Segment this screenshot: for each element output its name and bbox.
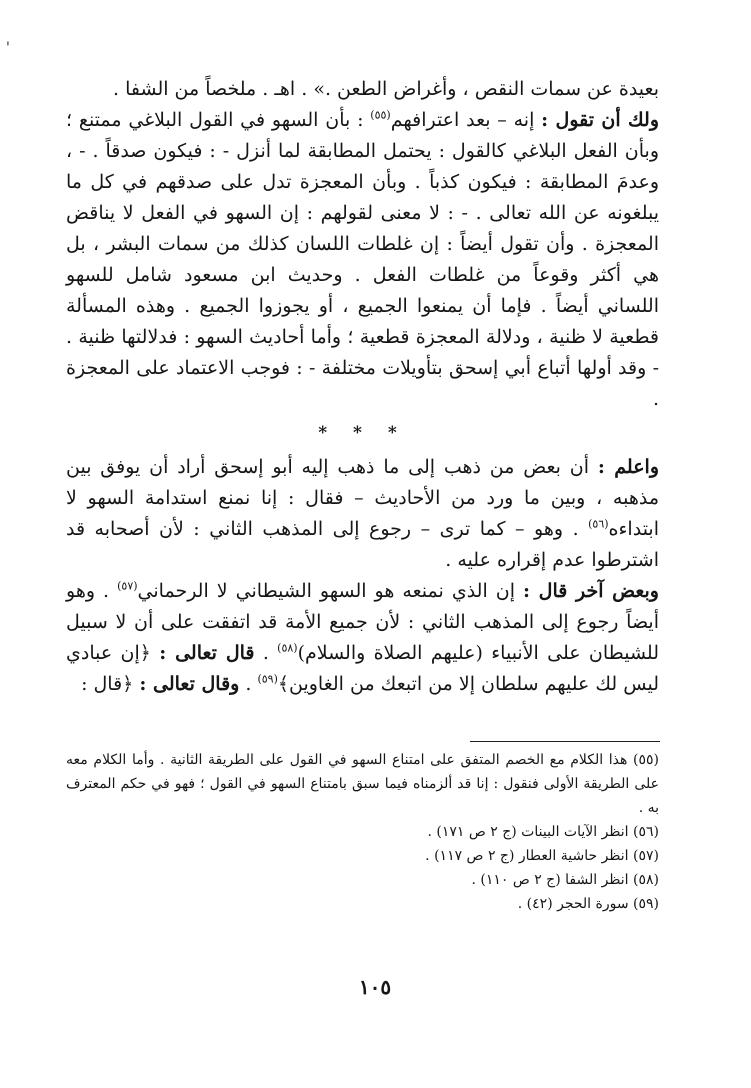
paragraph-4-text-d: ﴿إن عبادي ليس لك عليهم سلطان إلا من اتبعك من الغاوين﴾: [66, 642, 659, 695]
paragraph-2: [66, 105, 659, 415]
paragraph-3-lead: واعلم :: [597, 456, 659, 478]
page-number: ١٠٥: [358, 975, 392, 999]
footnote-ref-58: (٥٨): [277, 641, 298, 655]
footnote-56: (٥٦) انظر الآيات البينات (ج ٢ ص ١٧١) .: [427, 824, 659, 840]
paragraph-4-text-b: . وهو أيضاً رجوع إلى المذهب الثاني : لأن جميع الأمة قد اتفقت على أن لا سبيل للشيطان على الأنبياء (عليهم الصلاة والسلام): [66, 580, 659, 664]
margin-mark: ': [6, 40, 10, 56]
paragraph-4-text-e: .: [239, 673, 258, 695]
paragraph-4-text-a: إن الذي نمنعه هو السهو الشيطاني لا الرحماني: [137, 580, 524, 602]
paragraph-2-lead: ولك أن تقول :: [541, 109, 660, 131]
paragraph-2-text-a: إنه – بعد اعترافهم: [390, 109, 542, 131]
paragraph-1: بعيدة عن سمات النقص ، وأغراض الطعن .» . اهـ . ملخصاً من الشفا .: [113, 78, 659, 100]
paragraph-4-text-f: ﴿قال :: [81, 673, 140, 695]
footnotes: [66, 748, 659, 916]
footnote-divider: [470, 741, 660, 742]
paragraph-4-text-c: .: [254, 642, 278, 664]
footnote-ref-59: (٥٩): [257, 672, 278, 686]
paragraph-4: [66, 576, 659, 700]
paragraph-4-lead-2: قال تعالى :: [159, 642, 255, 664]
paragraph-3: [66, 452, 659, 576]
paragraph-4-lead: وبعض آخر قال :: [523, 580, 659, 602]
footnote-ref-57: (٥٧): [117, 579, 138, 593]
paragraph-2-text-b: : بأن السهو في القول البلاغي ممتنع ؛ وبأن الفعل البلاغي كالقول : يحتمل المطابقة لما أنزل - : فيكون صدقاً . - ، وعدمَ المطابقة : فيكون كذباً . وبأن المعجزة تدل على صدقهم في كل ما يبلغونه عن الله تعالى . - : لا معنى لقولهم : إن السهو في الفعل لا يناقض المعجزة . وأن تقول أيضاً : إن غلطات اللسان كذلك من سمات البشر ، بل هي أكثر وقوعاً من غلطات الفعل . وحديث ابن مسعود شامل للسهو اللساني أيضاً . فإما أن يمنعوا الجميع ، أو يجوزوا الجميع . وهذه المسألة قطعية لا ظنية ، ودلالة المعجزة قطعية ؛ وأما أحاديث السهو : فدلالتها ظنية . - وقد أولها أتباع أبي إسحق بتأويلات مختلفة - : فوجب الاعتماد على المعجزة .: [66, 109, 659, 410]
footnote-ref-56: (٥٦): [588, 517, 609, 531]
footnote-55: (٥٥) هذا الكلام مع الخصم المتفق على امتناع السهو في القول على الطريقة الثانية . وأما الكلام معه على الطريقة الأولى فنقول : إنا قد ألزمناه فيما سبق بامتناع السهو في القول ؛ فهو في حكم المعترف به .: [66, 752, 659, 816]
paragraph-3-text-a: أن بعض من ذهب إلى ما ذهب إليه أبو إسحق أراد أن يوفق بين مذهبه ، وبين ما ورد من الأحاديث – فقال : إنا نمنع استدامة السهو لا ابتداءه: [66, 456, 660, 540]
footnote-59: (٥٩) سورة الحجر (٤٢) .: [517, 896, 659, 912]
footnote-ref-55: (٥٥): [370, 108, 391, 122]
paragraph-3-text-b: . وهو – كما ترى – رجوع إلى المذهب الثاني : لأن أصحابه قد اشترطوا عدم إقراره عليه .: [66, 518, 659, 571]
section-separator: * * *: [318, 423, 407, 443]
main-text: [66, 74, 659, 700]
paragraph-4-lead-3: وقال تعالى :: [139, 673, 240, 695]
footnote-57: (٥٧) انظر حاشية العطار (ج ٢ ص ١١٧) .: [425, 848, 659, 864]
footnote-58: (٥٨) انظر الشفا (ج ٢ ص ١١٠) .: [471, 872, 659, 888]
